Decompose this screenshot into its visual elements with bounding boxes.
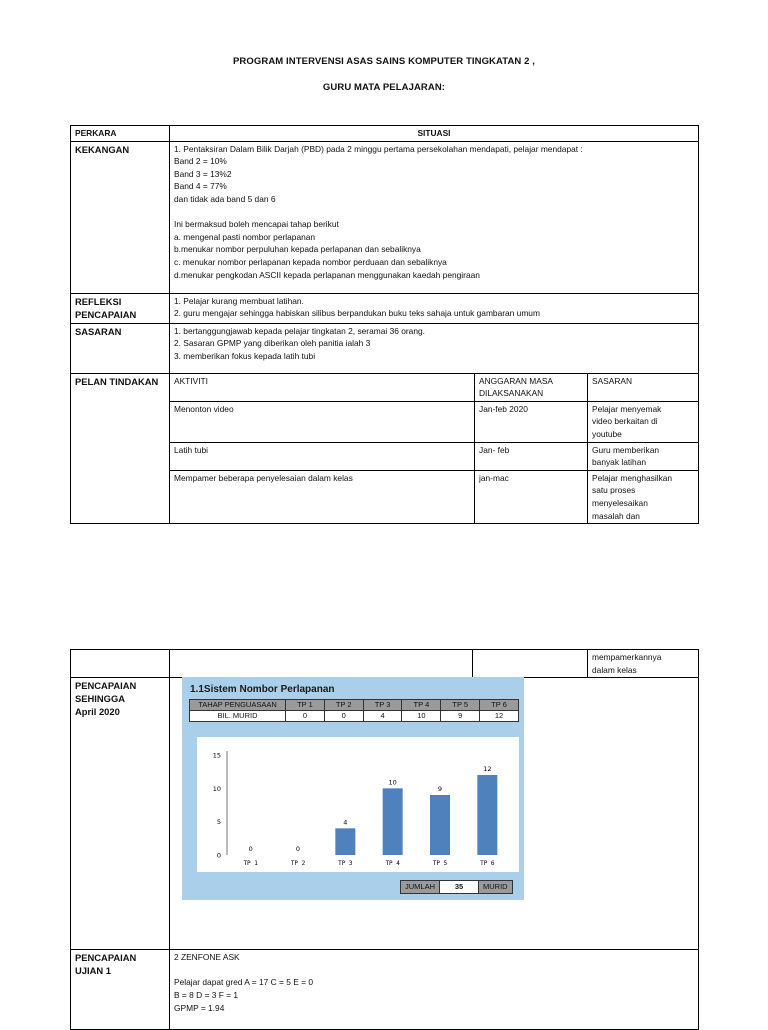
text-line: a. mengenal pasti nombor perlapanan xyxy=(174,231,316,242)
text-line: B = 8 D = 3 F = 1 xyxy=(174,989,239,1000)
bar-data-label: 10 xyxy=(388,778,397,787)
pelan-row-sasaran xyxy=(588,401,699,442)
chart-table-value: 12 xyxy=(480,711,519,722)
cont-empty-cell xyxy=(170,650,473,678)
sasaran-label: SASARAN xyxy=(71,323,170,373)
pelan-header-sasaran: SASARAN xyxy=(588,373,699,401)
text-line: Band 4 = 77% xyxy=(174,181,227,192)
text-line: 2. Sasaran GPMP yang diberikan oleh panitia ialah 3 xyxy=(174,338,371,349)
text-line: Band 2 = 10% xyxy=(174,156,227,167)
pelan-header-aktiviti: AKTIVITI xyxy=(170,373,475,401)
bar xyxy=(477,775,497,855)
chart-table-value: 4 xyxy=(363,711,402,722)
y-tick-label: 10 xyxy=(212,784,221,793)
chart-table-category: TP 2 xyxy=(324,700,363,711)
kekangan-label: KEKANGAN xyxy=(71,141,170,293)
chart-total xyxy=(400,880,513,894)
y-tick-label: 15 xyxy=(212,751,221,760)
jumlah-label: JUMLAH xyxy=(401,881,440,894)
chart-table-category: TP 4 xyxy=(402,700,441,711)
text-line: b.menukar nombor perpuluhan kepada perlapanan dan sebaliknya xyxy=(174,244,421,255)
chart-title: 1.1Sistem Nombor Perlapanan xyxy=(190,684,335,695)
teacher-label: GURU MATA PELAJARAN: xyxy=(322,82,446,93)
x-tick-label: TP 4 xyxy=(385,860,400,867)
sasaran-line: Guru memberikan xyxy=(592,444,660,455)
pelan-row-masa: Jan- feb xyxy=(475,442,588,470)
y-tick-label: 5 xyxy=(216,818,221,827)
chart-table-value: 9 xyxy=(441,711,480,722)
sasaran-line: Pelajar menyemak xyxy=(592,403,662,414)
header-perkara: PERKARA xyxy=(71,126,170,142)
bar-data-label: 0 xyxy=(248,845,253,853)
chart-table-value: 10 xyxy=(402,711,441,722)
chart-table-category: TP 1 xyxy=(286,700,325,711)
text-line: dan tidak ada band 5 dan 6 xyxy=(174,193,276,204)
sasaran-line: menyelesaikan xyxy=(592,497,648,508)
pelan-row-masa: Jan-feb 2020 xyxy=(475,401,588,442)
jumlah-value: 35 xyxy=(440,881,479,894)
cont-sasaran-cell: mempamerkannya dalam kelas xyxy=(588,650,699,678)
pelan-row-sasaran xyxy=(588,470,699,523)
text-line xyxy=(174,206,694,219)
pelan-row-masa: jan-mac xyxy=(475,470,588,523)
chart-table-header-label: TAHAP PENGUASAAN xyxy=(190,700,286,711)
ujian-content xyxy=(170,950,699,1030)
text-line: 2. guru mengajar sehingga habiskan silibus berpandukan buku teks sahaja untuk gambaran umum xyxy=(174,308,540,319)
y-tick-label: 0 xyxy=(216,851,221,860)
pelan-row-aktiviti: Mempamer beberapa penyelesaian dalam kelas xyxy=(170,470,475,523)
chart-table-category: TP 5 xyxy=(441,700,480,711)
text-line: 1. Pentaksiran Dalam Bilik Darjah (PBD) pada 2 minggu pertama persekolahan mendapati, pelajar mendapat : xyxy=(174,143,583,154)
chart-table-category: TP 3 xyxy=(363,700,402,711)
x-tick-label: TP 3 xyxy=(338,860,353,867)
sasaran-line: masalah dan xyxy=(592,510,640,521)
text-line: Pelajar dapat gred A = 17 C = 5 E = 0 xyxy=(174,977,313,988)
intervention-table xyxy=(70,125,699,524)
cont-empty-cell xyxy=(71,650,170,678)
pelan-row-aktiviti: Menonton video xyxy=(170,401,475,442)
murid-label: MURID xyxy=(479,881,513,894)
bar-data-label: 0 xyxy=(295,845,301,853)
refleksi-content xyxy=(170,293,699,323)
text-line: 2 ZENFONE ASK xyxy=(174,952,240,963)
sasaran-line: satu proses xyxy=(592,485,636,496)
text-line: 1. bertanggungjawab kepada pelajar tingkatan 2, seramai 36 orang. xyxy=(174,325,425,336)
chart-table-value: 0 xyxy=(324,711,363,722)
text-line xyxy=(174,964,694,977)
text-line: Band 3 = 13%2 xyxy=(174,168,232,179)
pelan-row-aktiviti: Latih tubi xyxy=(170,442,475,470)
chart-table-category: TP 6 xyxy=(480,700,519,711)
bar-data-label: 9 xyxy=(437,785,443,793)
bar-data-label: 4 xyxy=(343,818,348,827)
chart-table-row-label: BIL. MURID xyxy=(190,711,286,722)
pelan-header-anggaran: ANGGARAN MASA DILAKSANAKAN xyxy=(475,373,588,401)
chart-summary-table xyxy=(189,699,519,722)
sasaran-line: banyak latihan xyxy=(592,457,647,468)
x-tick-label: TP 6 xyxy=(480,860,495,867)
cont-empty-cell xyxy=(473,650,588,678)
sasaran-line: Pelajar menghasilkan xyxy=(592,472,673,483)
bar-data-label: 12 xyxy=(483,765,492,773)
ujian-label: PENCAPAIAN UJIAN 1 xyxy=(71,950,170,1030)
chart-table-value: 0 xyxy=(286,711,325,722)
pelan-label: PELAN TINDAKAN xyxy=(71,373,170,524)
x-tick-label: TP 5 xyxy=(432,860,448,867)
bar xyxy=(430,795,450,855)
pencapaian-label: PENCAPAIAN SEHINGGA April 2020 xyxy=(71,678,170,950)
text-line: 3. memberikan fokus kepada latih tubi xyxy=(174,350,316,361)
bar xyxy=(383,788,403,855)
kekangan-content xyxy=(170,141,699,293)
bar xyxy=(335,828,355,855)
text-line: Ini bermaksud boleh mencapai tahap berikut xyxy=(174,219,339,230)
text-line: d.menukar pengkodan ASCII kepada perlapanan menggunakan kaedah pengiraan xyxy=(174,269,480,280)
sasaran-line: video berkaitan di xyxy=(592,416,658,427)
achievement-chart xyxy=(182,677,524,900)
refleksi-label: REFLEKSI PENCAPAIAN xyxy=(71,293,170,323)
bar-chart-svg xyxy=(197,737,519,872)
text-line: c. menukar nombor perlapanan kepada nombor perduaan dan sebaliknya xyxy=(174,256,447,267)
pelan-row-sasaran xyxy=(588,442,699,470)
header-situasi: SITUASI xyxy=(170,126,699,142)
document-title: PROGRAM INTERVENSI ASAS SAINS KOMPUTER TINGKATAN 2 , xyxy=(232,56,535,67)
x-tick-label: TP 2 xyxy=(290,860,306,867)
chart-plot-area xyxy=(197,737,519,872)
text-line: GPMP = 1.94 xyxy=(174,1002,225,1013)
sasaran-content xyxy=(170,323,699,373)
x-tick-label: TP 1 xyxy=(243,860,258,867)
sasaran-line: youtube xyxy=(592,428,622,439)
text-line: 1. Pelajar kurang membuat latihan. xyxy=(174,295,304,306)
